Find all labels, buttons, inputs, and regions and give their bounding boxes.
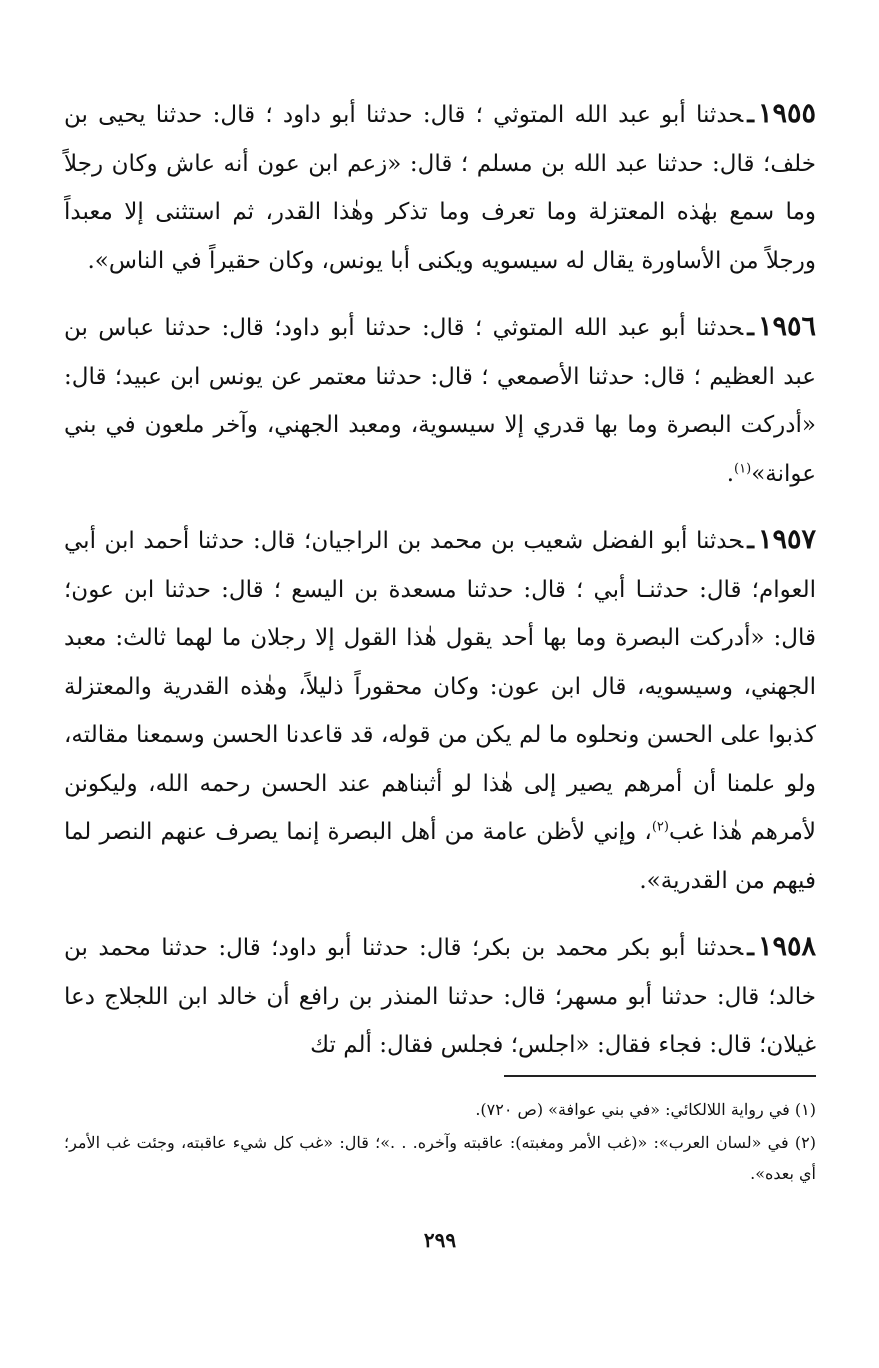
footnote-2: (٢) في «لسان العرب»: «(غب الأمر ومغبته): عاقبته وآخره. . .»؛ قال: «غب كل شيء عاقبته، وجئت غب الأمر؛ أي بعده». <box>64 1133 817 1183</box>
entry-text: حدثنا أبو بكر محمد بن بكر؛ قال: حدثنا أبو داود؛ قال: حدثنا محمد بن خالد؛ قال: حدثنا أبو مسهر؛ قال: حدثنا المنذر بن رافع أن خالد ابن اللجلاج دعا غيلان؛ قال: فجاء فقال: «اجلس؛ فجلس فقال: ألم تك <box>64 935 816 1058</box>
entry-dash: ـ <box>747 934 754 961</box>
hadith-entry-1956 <box>64 303 816 498</box>
entry-dash: ـ <box>747 527 754 554</box>
page-number: ٢٩٩ <box>423 1228 457 1252</box>
footnote-separator <box>504 1075 816 1077</box>
footnotes <box>64 1094 816 1191</box>
book-page <box>64 90 816 1360</box>
hadith-entry-1958 <box>64 923 816 1070</box>
hadith-entry-1955 <box>64 90 816 285</box>
entry-number: ١٩٥٧ <box>757 524 816 555</box>
footnote-reference: (١) <box>734 460 752 476</box>
entry-number: ١٩٥٦ <box>757 311 816 342</box>
entry-text: حدثنا أبو الفضل شعيب بن محمد بن الراجيان؛ قال: حدثنا أحمد ابن أبي العوام؛ قال: حدثنـا أبي ؛ قال: حدثنا مسعدة بن اليسع ؛ قال: حدثنا ابن عون؛ قال: «أدركت البصرة وما بها أحد يقول هٰذا القول إلا رجلان ما لهما ثالث: معبد الجهني، وسيسويه، قال ابن عون: وكان محقوراً ذليلاً، وهٰذه القدرية والمعتزلة كذبوا على الحسن ونحلوه ما لم يكن من قوله، قد قاعدنا الحسن وسمعنا مقالته، ولو علمنا أن أمرهم يصير إلى هٰذا لو أثبناهم عند الحسن رحمه الله، وليكونن لأمرهم هٰذا غب <box>64 528 817 845</box>
entry-number: ١٩٥٨ <box>757 931 816 962</box>
hadith-entry-1957 <box>64 516 816 905</box>
entry-text: حدثنا أبو عبد الله المتوثي ؛ قال: حدثنا أبو داود ؛ قال: حدثنا يحيى بن خلف؛ قال: حدثنا عبد الله بن مسلم ؛ قال: «زعم ابن عون أنه عاش وكان رجلاً وما سمع بهٰذه المعتزلة وما تعرف وما تذكر وهٰذا القدر، ثم استثنى إلا معبداً ورجلاً من الأساورة يقال له سيسويه ويكنى أبا يونس، وكان حقيراً في الناس». <box>64 102 816 274</box>
entry-text: حدثنا أبو عبد الله المتوثي ؛ قال: حدثنا أبو داود؛ قال: حدثنا عباس بن عبد العظيم ؛ قال: حدثنا الأصمعي ؛ قال: حدثنا معتمر عن يونس ابن عبيد؛ قال: «أدركت البصرة وما بها قدري إلا سيسوية، ومعبد الجهني، وآخر ملعون في بني عوانة» <box>64 315 816 487</box>
footnote-reference: (٢) <box>651 819 669 835</box>
entry-number: ١٩٥٥ <box>757 98 816 129</box>
entry-dash: ـ <box>747 314 754 341</box>
footnote-1: (١) في رواية اللالكائي: «في بني عوافة» (ص ٧٢٠). <box>475 1100 816 1119</box>
entry-dash: ـ <box>747 101 754 128</box>
entry-text-tail: . <box>726 460 735 487</box>
entry-text-tail: ، وإني لأظن عامة من أهل البصرة إنما يصرف عنهم النصر لما فيهم من القدرية». <box>64 819 816 894</box>
